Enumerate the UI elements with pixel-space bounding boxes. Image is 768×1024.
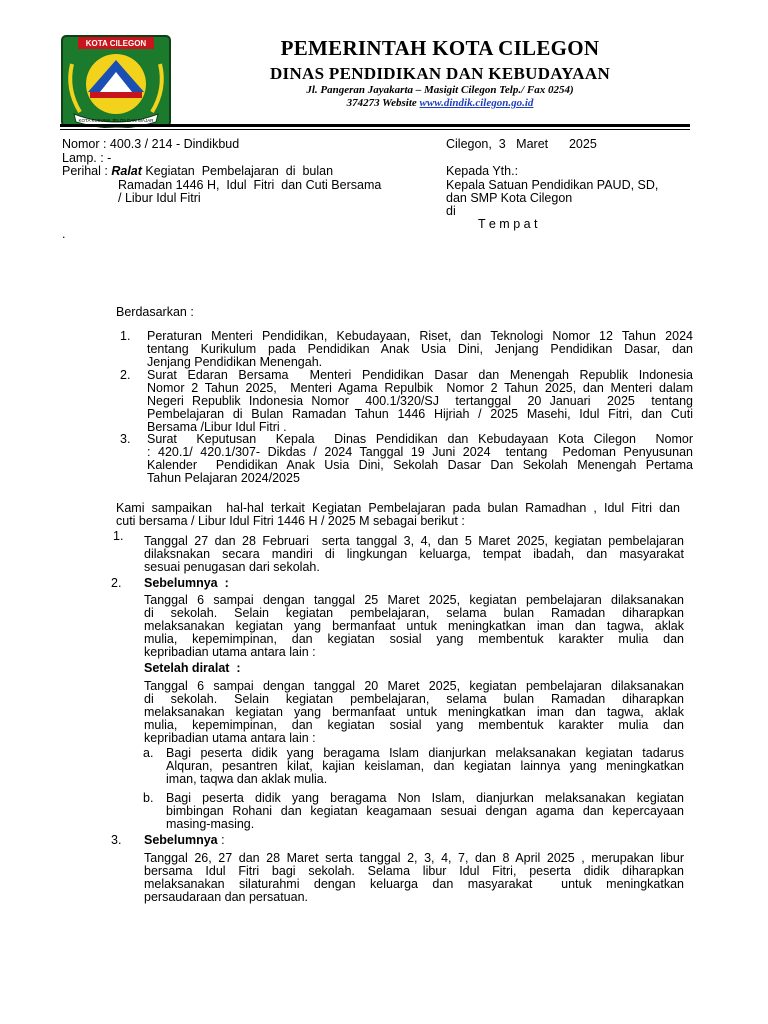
basis-item-3-line: : 420.1/ 420.1/307- Dikdas / 2024 Tanggal 19 Juni 2024 tentang Pedoman Penyusunan [147,445,693,459]
letter-date: Cilegon, 3 Maret 2025 [446,137,597,151]
item-3-sebelumnya: Sebelumnya [144,833,218,847]
item-2-sub-letter: a. [143,746,154,760]
recipient-place: T e m p a t [478,217,538,231]
basis-item-2-line: Negeri Republik Indonesia Nomor 400.1/320/SJ tertanggal 20 Januari 2025 tentang [147,394,693,408]
attachment: Lamp. : - [62,151,112,165]
item-2-after-line: di sekolah. Selain kegiatan pembelajaran, selama bulan Ramadan diharapkan [144,692,684,706]
item-2-sub-b-line: masing-masing. [166,817,255,831]
header-rule-thick [60,124,690,127]
website-link[interactable]: www.dindik.cilegon.go.id [419,97,534,109]
basis-item-1-line: Jenjang Pendidikan Menengah. [147,355,323,369]
basis-item-1-line: Peraturan Menteri Pendidikan, Kebudayaan, Riset, dan Teknologi Nomor 12 Tahun 2024 [147,329,693,343]
item-2-sub-letter: b. [143,791,154,805]
item-2-before-line: di sekolah. Selain kegiatan pembelajaran, selama bulan Ramadan diharapkan [144,606,684,620]
contact-line [190,97,690,109]
item-2-sub-a-line: Alquran, pesantren kilat, kajian keislaman, dan kegiatan lainnya yang meningkatkan [166,759,684,773]
item-2-setelah: Setelah diralat : [144,661,241,675]
subject-ralat: Ralat [111,164,142,178]
addressee-intro: Kepada Yth.: [446,164,519,178]
item-3-line: bersama Idul Fitri bagi sekolah. Selama libur Idul Fitri, peserta didik diharapkan [144,864,684,878]
item-3-number: 3. [111,833,122,847]
item-1-line: dilaksnakan secara mandiri di lingkungan keluarga, tempat ibadah, dan masyarakat [144,547,684,561]
phone-text: 374273 Website [346,97,420,109]
item-2-sub-b-line: bimbingan Rohani dan kegiatan keagamaan sesuai dengan agama dan kepercayaan [166,804,684,818]
recipient-di: di [446,204,456,218]
item-2-sub-b-line: Bagi peserta didik yang beragama Non Islam, dianjurkan melaksanakan kegiatan [166,791,684,805]
subject [62,164,333,178]
intro-line: Kami sampaikan hal-hal terkait Kegiatan Pembelajaran pada bulan Ramadhan , Idul Fitri dan [116,501,680,515]
header-rule-thin [60,129,690,130]
basis-item-2-line: Nomor 2 Tahun 2025, Menteri Agama Repulbik Nomor 2 Tahun 2025, dan Menteri dalam [147,381,693,395]
basis-number: 3. [120,432,131,446]
subject-label: Perihal : [62,164,112,178]
item-2-before-line: mulia, kepemimpinan, dan kegiatan sosial yang membentuk karakter mulia dan [144,632,684,646]
svg-text:KOTA KUSUMA JELITA DAN WAJAR: KOTA KUSUMA JELITA DAN WAJAR [78,118,154,123]
item-2-before-line: melaksanakan kegiatan yang bermanfaat untuk meningkatkan iman dan tagwa, aklak [144,619,684,633]
subject-text: Kegiatan Pembelajaran di bulan [141,164,334,178]
city-emblem-logo [60,34,172,128]
item-3-heading [144,834,225,847]
item-2-after-line: melaksanakan kegiatan yang bermanfaat untuk meningkatkan iman dan tagwa, aklak [144,705,684,719]
svg-text:KOTA CILEGON: KOTA CILEGON [85,39,147,48]
item-3-line: persaudaraan dan persatuan. [144,890,309,904]
basis-item-3-line: Surat Keputusan Kepala Dinas Pendidikan dan Kebudayaan Kota Cilegon Nomor [147,432,693,446]
basis-item-2-line: Surat Edaran Bersama Menteri Pendidikan Dasar dan Menengah Republik Indonesia [147,368,693,382]
item-2-after-line: kepribadian utama antara lain : [144,731,316,745]
item-2-after-line: mulia, kepemimpinan, dan kegiatan sosial yang membentuk karakter mulia dan [144,718,684,732]
item-2-after-line: Tanggal 6 sampai dengan tanggal 20 Maret 2025, kegiatan pembelajaran dilaksanakan [144,679,684,693]
basis-item-3-line: Kalender Pendidikan Anak Usia Dini, Sekolah Dasar Dan Sekolah Menengah Pertama [147,458,693,472]
item-3-line: melaksanakan silaturahmi dengan keluarga dan masyarakat untuk meningkatkan [144,877,684,891]
basis-item-1-line: tentang Kurikulum pada Pendidikan Anak Usia Dini, Jenjang Pendidikan Dasar, dan [147,342,693,356]
item-2-number: 2. [111,576,122,590]
item-2-sub-a-line: Bagi peserta didik yang beragama Islam dianjurkan melaksanakan kegiatan tadarus [166,746,684,760]
basis-item-3-line: Tahun Pelajaran 2024/2025 [147,471,300,485]
recipient-line-1: Kepala Satuan Pendidikan PAUD, SD, [446,178,659,192]
item-3-line: Tanggal 26, 27 dan 28 Maret serta tanggal 2, 3, 4, 7, dan 8 April 2025 , merupakan libur [144,851,684,865]
basis-item-2-line: Bersama /Libur Idul Fitri . [147,420,287,434]
item-1-line: sesuai penugasan dari sekolah. [144,560,320,574]
item-1-line: Tanggal 27 dan 28 Februari serta tanggal 3, 4, dan 5 Maret 2025, kegiatan pembelajaran [144,534,684,548]
subject-line-2: Ramadan 1446 H, Idul Fitri dan Cuti Bersama [118,178,382,192]
item-3-colon: : [217,833,225,847]
item-2-before-line: kepribadian utama antara lain : [144,645,316,659]
basis-item-2-line: Pembelajaran di Bulan Ramadan Tahun 1446 Hijriah / 2025 Masehi, Idul Fitri, dan Cuti [147,407,693,421]
item-2-before-line: Tanggal 6 sampai dengan tanggal 25 Maret 2025, kegiatan pembelajaran dilaksanakan [144,593,684,607]
item-2-sub-a-line: iman, taqwa dan aklak mulia. [166,772,328,786]
stray-dot: . [62,227,66,241]
address-line: Jl. Pangeran Jayakarta – Masigit Cilegon Telp./ Fax 0254) [306,84,574,96]
institution-title: PEMERINTAH KOTA CILEGON [280,36,600,60]
department-title: DINAS PENDIDIKAN DAN KEBUDAYAAN [269,64,611,83]
basis-number: 2. [120,368,131,382]
item-2-sebelumnya: Sebelumnya : [144,576,229,590]
berdasarkan-label: Berdasarkan : [116,305,194,319]
item-1-number: 1. [113,529,124,543]
intro-line: cuti bersama / Libur Idul Fitri 1446 H / 2025 M sebagai berikut : [116,514,465,528]
letter-number: Nomor : 400.3 / 214 - Dindikbud [62,137,240,151]
subject-line-3: / Libur Idul Fitri [118,191,201,205]
recipient-line-2: dan SMP Kota Cilegon [446,191,573,205]
basis-number: 1. [120,329,131,343]
